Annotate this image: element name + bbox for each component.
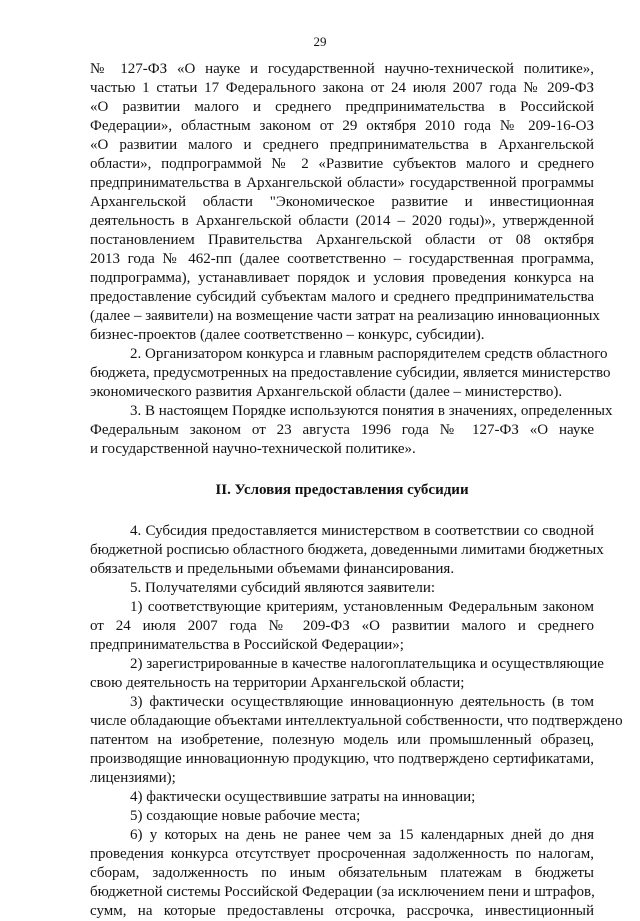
text-line: 6) у которых на день не ранее чем за 15 календарных дней до дня xyxy=(130,827,594,843)
item-5-3 xyxy=(90,693,623,788)
text-line: Федеральным законом от 23 августа 1996 года № 127-ФЗ «О науке xyxy=(90,422,594,438)
text-line: частью 1 статьи 17 Федерального закона от 24 июля 2007 года № 209-ФЗ xyxy=(90,80,594,96)
text-line: предпринимательства в Архангельской области» государственной программы xyxy=(90,175,594,191)
text-line: обязательств и предельными объемами финансирования. xyxy=(90,561,455,577)
text-line: бюджетной росписью областного бюджета, доведенными лимитами бюджетных xyxy=(90,542,604,558)
text-line: (далее – заявители) на возмещение части затрат на реализацию инновационных xyxy=(90,308,600,324)
text-line: патентом на изобретение, полезную модель или промышленный образец, xyxy=(90,732,594,748)
text-line: № 127-ФЗ «О науке и государственной научно-технической политике», xyxy=(90,61,594,77)
text-line: 3) фактически осуществляющие инновационную деятельность (в том xyxy=(130,694,594,710)
paragraph-continued xyxy=(90,60,600,345)
text-line: предпринимательства в Российской Федерации»; xyxy=(90,637,404,653)
item-5-4 xyxy=(90,788,594,807)
text-line: сумм, на которые предоставлены отсрочка, рассрочка, инвестиционный xyxy=(90,903,594,919)
text-line: бизнес-проектов (далее соответственно – конкурс, субсидии). xyxy=(90,327,485,343)
text-line: от 24 июля 2007 года № 209-ФЗ «О развитии малого и среднего xyxy=(90,618,594,634)
text-line: экономического развития Архангельской области (далее – министерство). xyxy=(90,384,563,400)
text-line: Архангельской области "Экономическое развитие и инвестиционная xyxy=(90,194,594,210)
text-line: 4) фактически осуществившие затраты на инновации; xyxy=(130,789,476,805)
text-line: 3. В настоящем Порядке используются понятия в значениях, определенных xyxy=(130,403,613,419)
text-line: постановлением Правительства Архангельской области от 08 октября xyxy=(90,232,594,248)
text-line: числе обладающие объектами интеллектуальной собственности, что подтверждено xyxy=(90,713,623,729)
text-line: и государственной научно-технической политике». xyxy=(90,441,416,457)
text-line: свою деятельность на территории Архангельской области; xyxy=(90,675,465,691)
text-line: Федерации», областным законом от 29 октября 2010 года № 209-16-ОЗ xyxy=(90,118,594,134)
item-5-2 xyxy=(90,655,604,693)
text-line: 4. Субсидия предоставляется министерством в соответствии со сводной xyxy=(130,523,594,539)
text-line: 5) создающие новые рабочие места; xyxy=(130,808,361,824)
text-line: области», подпрограммой № 2 «Развитие субъектов малого и среднего xyxy=(90,156,594,172)
paragraph-4 xyxy=(90,522,604,579)
paragraph-3 xyxy=(90,402,613,459)
text-line: 1) соответствующие критериям, установленным Федеральным законом xyxy=(130,599,594,615)
text-line: производящие инновационную продукцию, что подтверждено сертификатами, xyxy=(90,751,594,767)
text-line: предоставление субсидий субъектам малого и среднего предпринимательства xyxy=(90,289,594,305)
text-line: 2. Организатором конкурса и главным распорядителем средств областного xyxy=(130,346,608,362)
item-5-5 xyxy=(90,807,594,826)
text-line: проведения конкурса отсутствует просроченная задолженность по налогам, xyxy=(90,846,594,862)
paragraph-2 xyxy=(90,345,611,402)
text-line: лицензиями); xyxy=(90,770,176,786)
text-line: бюджета, предусмотренных на предоставление субсидии, является министерство xyxy=(90,365,611,381)
item-5-6 xyxy=(90,826,594,921)
text-line: 2013 года № 462-пп (далее соответственно – государственная программа, xyxy=(90,251,594,267)
text-line: деятельность в Архангельской области (2014 – 2020 годы)», утвержденной xyxy=(90,213,594,229)
document-body xyxy=(90,60,623,921)
text-line: сборам, задолженность по иным обязательным платежам в бюджеты xyxy=(90,865,594,881)
section-heading: II. Условия предоставления субсидии xyxy=(215,482,469,498)
paragraph-5 xyxy=(90,579,594,598)
text-line: 5. Получателями субсидий являются заявители: xyxy=(130,580,436,596)
text-line: подпрограмма), устанавливает порядок и условия проведения конкурса на xyxy=(90,270,594,286)
item-5-1 xyxy=(90,598,594,655)
text-line: 2) зарегистрированные в качестве налогоплательщика и осуществляющие xyxy=(130,656,604,672)
text-line: «О развитии малого и среднего предпринимательства в Архангельской xyxy=(90,137,594,153)
text-line: бюджетной системы Российской Федерации (за исключением пени и штрафов, xyxy=(90,884,595,900)
text-line: «О развитии малого и среднего предпринимательства в Российской xyxy=(90,99,594,115)
page-number: 29 xyxy=(313,34,327,49)
